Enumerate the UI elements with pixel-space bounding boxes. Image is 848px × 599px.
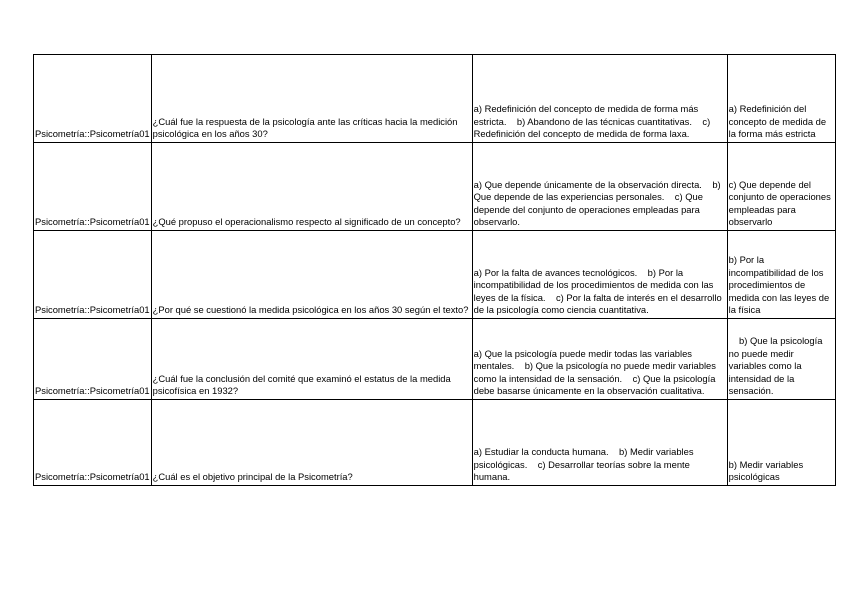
deck-id-cell[interactable]: Psicometría::Psicometría01 bbox=[34, 400, 152, 486]
options-cell[interactable]: a) Que la psicología puede medir todas las variables mentales. b) Que la psicología no puede medir variables como la intensidad de la sensación. c) Que la psicología debe basarse únicamente en la observación cualitativa. bbox=[472, 319, 727, 400]
question-cell[interactable]: ¿Cuál fue la conclusión del comité que examinó el estatus de la medida psicofísica en 1932? bbox=[151, 319, 472, 400]
table-row bbox=[34, 400, 836, 486]
spreadsheet-table bbox=[33, 54, 836, 486]
answer-cell[interactable]: b) Que la psicología no puede medir variables como la intensidad de la sensación. bbox=[727, 319, 835, 400]
question-cell[interactable]: ¿Cuál fue la respuesta de la psicología ante las críticas hacia la medición psicológica en los años 30? bbox=[151, 55, 472, 143]
table-row bbox=[34, 143, 836, 231]
options-cell[interactable]: a) Por la falta de avances tecnológicos. b) Por la incompatibilidad de los procedimientos de medida con las leyes de la física. c) Por la falta de interés en el desarrollo de la psicología como ciencia cuantitativa. bbox=[472, 231, 727, 319]
answer-cell[interactable]: a) Redefinición del concepto de medida de la forma más estricta bbox=[727, 55, 835, 143]
answer-cell[interactable]: b) Medir variables psicológicas bbox=[727, 400, 835, 486]
answer-cell[interactable]: b) Por la incompatibilidad de los procedimientos de medida con las leyes de la física bbox=[727, 231, 835, 319]
table-row bbox=[34, 231, 836, 319]
question-cell[interactable]: ¿Por qué se cuestionó la medida psicológica en los años 30 según el texto? bbox=[151, 231, 472, 319]
answer-cell[interactable]: c) Que depende del conjunto de operaciones empleadas para observarlo bbox=[727, 143, 835, 231]
deck-id-cell[interactable]: Psicometría::Psicometría01 bbox=[34, 143, 152, 231]
question-cell[interactable]: ¿Qué propuso el operacionalismo respecto al significado de un concepto? bbox=[151, 143, 472, 231]
options-cell[interactable]: a) Redefinición del concepto de medida de forma más estricta. b) Abandono de las técnicas cuantitativas. c) Redefinición del concepto de medida de forma laxa. bbox=[472, 55, 727, 143]
question-cell[interactable]: ¿Cuál es el objetivo principal de la Psicometría? bbox=[151, 400, 472, 486]
deck-id-cell[interactable]: Psicometría::Psicometría01 bbox=[34, 319, 152, 400]
deck-id-cell[interactable]: Psicometría::Psicometría01 bbox=[34, 55, 152, 143]
options-cell[interactable]: a) Que depende únicamente de la observación directa. b) Que depende de las experiencias personales. c) Que depende del conjunto de operaciones empleadas para observarlo. bbox=[472, 143, 727, 231]
table-row bbox=[34, 319, 836, 400]
options-cell[interactable]: a) Estudiar la conducta humana. b) Medir variables psicológicas. c) Desarrollar teorías sobre la mente humana. bbox=[472, 400, 727, 486]
table-row bbox=[34, 55, 836, 143]
deck-id-cell[interactable]: Psicometría::Psicometría01 bbox=[34, 231, 152, 319]
